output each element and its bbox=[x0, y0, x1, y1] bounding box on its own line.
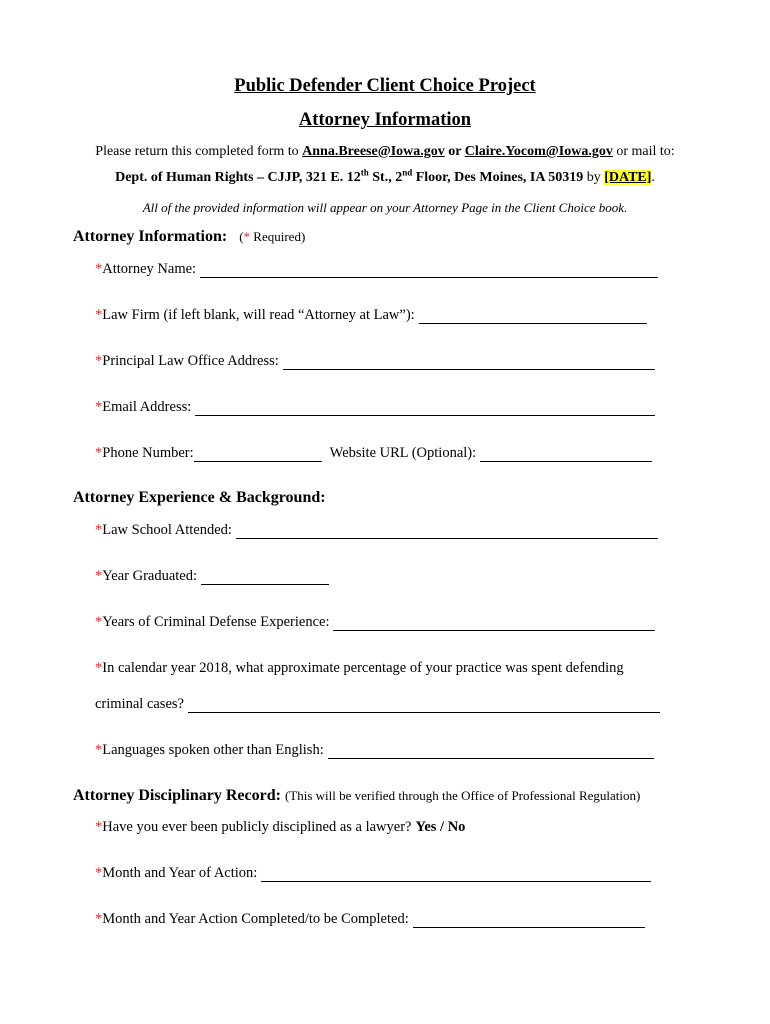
required-asterisk: * bbox=[95, 911, 103, 927]
date-placeholder: [DATE] bbox=[604, 170, 652, 185]
attorney-name-label: Attorney Name: bbox=[102, 261, 197, 277]
or-word: or bbox=[444, 144, 465, 159]
law-school-input[interactable] bbox=[236, 523, 658, 539]
section-experience bbox=[73, 489, 326, 507]
action-completed-field bbox=[95, 908, 645, 928]
years-experience-label: Years of Criminal Defense Experience: bbox=[102, 614, 330, 630]
law-firm-label: Law Firm (if left blank, will read “Attorney at Law”): bbox=[102, 307, 415, 323]
by-word: by bbox=[583, 170, 605, 185]
required-asterisk: * bbox=[95, 819, 103, 835]
action-completed-input[interactable] bbox=[413, 912, 645, 928]
address-part1: Dept. of Human Rights – CJJP, 321 E. 12 bbox=[115, 170, 361, 185]
required-asterisk: * bbox=[95, 445, 103, 461]
year-graduated-label: Year Graduated: bbox=[102, 568, 198, 584]
practice-percentage-field bbox=[95, 693, 660, 713]
phone-website-row bbox=[95, 442, 652, 462]
disciplined-question bbox=[95, 816, 465, 836]
languages-label: Languages spoken other than English: bbox=[102, 742, 324, 758]
address-sup1: th bbox=[360, 167, 369, 178]
required-asterisk: * bbox=[95, 353, 103, 369]
languages-input[interactable] bbox=[328, 743, 654, 759]
years-experience-field bbox=[95, 611, 655, 631]
email-link-claire[interactable]: Claire.Yocom@Iowa.gov bbox=[464, 144, 613, 159]
action-date-input[interactable] bbox=[261, 866, 651, 882]
required-asterisk: * bbox=[95, 522, 103, 538]
website-label: Website URL (Optional): bbox=[329, 445, 477, 461]
address-part2: St., 2 bbox=[368, 170, 403, 185]
address-part3: Floor, Des Moines, IA 50319 bbox=[412, 170, 584, 185]
return-prefix: Please return this completed form to bbox=[95, 144, 303, 159]
form-title: Public Defender Client Choice Project bbox=[234, 76, 536, 96]
required-asterisk: * bbox=[95, 568, 103, 584]
info-note: All of the provided information will appear on your Attorney Page in the Client Choice book. bbox=[142, 200, 628, 215]
practice-percentage-question bbox=[95, 657, 628, 677]
email-label: Email Address: bbox=[102, 399, 192, 415]
office-address-field bbox=[95, 350, 655, 370]
phone-label: Phone Number: bbox=[102, 445, 194, 461]
section-disciplinary bbox=[73, 787, 640, 805]
required-asterisk: * bbox=[95, 660, 103, 676]
email-field bbox=[95, 396, 655, 416]
yes-no-options[interactable]: Yes / No bbox=[415, 819, 466, 835]
website-input[interactable] bbox=[480, 446, 652, 462]
section-attorney-information bbox=[73, 228, 305, 246]
email-link-anna[interactable]: Anna.Breese@Iowa.gov bbox=[302, 144, 445, 159]
law-firm-input[interactable] bbox=[419, 308, 647, 324]
practice-percentage-label: In calendar year 2018, what approximate percentage of your practice was spent defending bbox=[102, 660, 624, 676]
action-completed-label: Month and Year Action Completed/to be Completed: bbox=[102, 911, 409, 927]
criminal-cases-label: criminal cases? bbox=[95, 696, 184, 712]
required-asterisk: * bbox=[95, 614, 103, 630]
years-experience-input[interactable] bbox=[333, 615, 655, 631]
legend-star: * bbox=[243, 229, 251, 244]
action-date-field bbox=[95, 862, 651, 882]
year-graduated-field bbox=[95, 565, 329, 585]
required-asterisk: * bbox=[95, 399, 103, 415]
phone-input[interactable] bbox=[194, 446, 322, 462]
mailing-address bbox=[0, 167, 770, 186]
required-asterisk: * bbox=[95, 865, 103, 881]
law-firm-field bbox=[95, 304, 647, 324]
verification-note: (This will be verified through the Office of Professional Regulation) bbox=[284, 788, 641, 803]
section-title: Attorney Experience & Background: bbox=[73, 489, 326, 506]
email-input[interactable] bbox=[195, 400, 655, 416]
year-graduated-input[interactable] bbox=[201, 569, 329, 585]
return-suffix: or mail to: bbox=[612, 144, 675, 159]
required-legend bbox=[239, 229, 305, 244]
address-end: . bbox=[651, 170, 655, 185]
required-asterisk: * bbox=[95, 742, 103, 758]
legend-open: ( bbox=[239, 229, 244, 244]
attorney-name-input[interactable] bbox=[200, 262, 658, 278]
section-title: Attorney Information: bbox=[73, 228, 228, 245]
return-instructions bbox=[0, 144, 770, 160]
law-school-field bbox=[95, 519, 658, 539]
disciplined-label: Have you ever been publicly disciplined as a lawyer? bbox=[102, 819, 412, 835]
form-subtitle: Attorney Information bbox=[298, 110, 472, 130]
office-address-label: Principal Law Office Address: bbox=[102, 353, 279, 369]
languages-field bbox=[95, 739, 654, 759]
legend-rest: Required) bbox=[250, 229, 306, 244]
office-address-input[interactable] bbox=[283, 354, 655, 370]
required-asterisk: * bbox=[95, 307, 103, 323]
practice-percentage-input[interactable] bbox=[188, 697, 660, 713]
required-asterisk: * bbox=[95, 261, 103, 277]
section-title: Attorney Disciplinary Record: bbox=[73, 787, 285, 804]
attorney-name-field bbox=[95, 258, 658, 278]
action-date-label: Month and Year of Action: bbox=[102, 865, 258, 881]
address-sup2: nd bbox=[402, 167, 413, 178]
law-school-label: Law School Attended: bbox=[102, 522, 232, 538]
